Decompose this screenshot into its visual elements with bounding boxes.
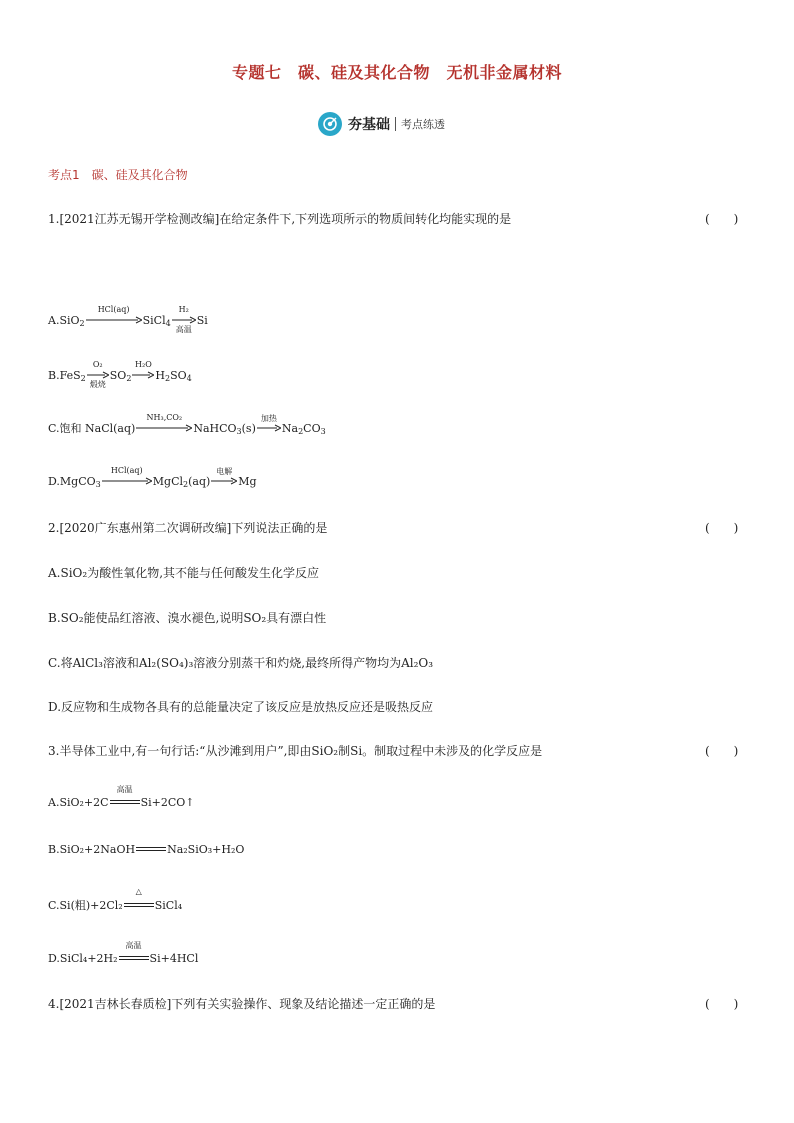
target-icon: [318, 112, 342, 136]
question-3-option-c: C.Si(粗)+2Cl₂ △ SiCl₄: [48, 887, 183, 912]
question-2-option-c: C.将AlCl₃溶液和Al₂(SO₄)₃溶液分别蒸干和灼烧,最终所得产物均为Al₂O₃: [48, 656, 434, 670]
reaction-arrow: H₂ 高温: [172, 316, 196, 324]
equation-sign: 高温: [110, 796, 140, 806]
question-3-answer-blank: ( ): [705, 744, 739, 758]
question-3-option-b: B.SiO₂+2NaOH Na₂SiO₃+H₂O: [48, 843, 245, 856]
question-1-option-b: B.FeS$_2$ O₂ 煅烧 $SO_2$ H₂O $H_2SO_4$: [48, 360, 192, 389]
section-heading: 考点1 碳、硅及其化合物: [48, 168, 188, 182]
reaction-arrow: O₂ 煅烧: [87, 371, 109, 379]
reaction-arrow: HCl(aq): [102, 477, 152, 485]
reaction-arrow: H₂O: [132, 371, 154, 379]
question-1-stem: 1.[2021江苏无锡开学检测改编]在给定条件下,下列选项所示的物质间转化均能实现的是: [48, 212, 512, 226]
question-3-option-a: A.SiO₂+2C 高温 Si+2CO↑: [48, 785, 195, 809]
question-2-option-d: D.反应物和生成物各具有的总能量决定了该反应是放热反应还是吸热反应: [48, 700, 434, 714]
badge-sub-label: 考点练透: [401, 118, 445, 131]
question-1-option-c: C.饱和 NaCl(aq) NH₃,CO₂ NaHCO$_3$(s) 加热 $Na_2CO_3$: [48, 413, 326, 436]
badge-main-label: 夯基础: [348, 117, 390, 133]
reaction-arrow: HCl(aq): [86, 316, 142, 324]
question-1-answer-blank: ( ): [705, 212, 739, 226]
section-badge: [318, 111, 445, 137]
question-3-option-d: D.SiCl₄+2H₂ 高温 Si+4HCl: [48, 941, 199, 965]
question-2-option-a: A.SiO₂为酸性氧化物,其不能与任何酸发生化学反应: [48, 566, 320, 580]
reaction-arrow: NH₃,CO₂: [136, 424, 192, 432]
question-1-option-a: A.SiO$_2$ HCl(aq) SiCl$_4$ H₂ 高温 Si: [48, 305, 208, 334]
question-2-stem: 2.[2020广东惠州第二次调研改编]下列说法正确的是: [48, 521, 328, 535]
question-2-answer-blank: ( ): [705, 521, 739, 535]
question-4-answer-blank: ( ): [705, 997, 739, 1011]
question-4-stem: 4.[2021吉林长春质检]下列有关实验操作、现象及结论描述一定正确的是: [48, 997, 436, 1011]
equation-sign: 高温: [119, 952, 149, 962]
question-1-option-d: D.MgCO$_3$ HCl(aq) MgCl$_2$(aq) 电解 Mg: [48, 466, 257, 489]
badge-divider: [395, 117, 396, 131]
equation-sign: △: [124, 899, 154, 909]
question-2-option-b: B.SO₂能使品红溶液、溴水褪色,说明SO₂具有漂白性: [48, 611, 327, 625]
equation-sign: [136, 843, 166, 853]
question-3-stem: 3.半导体工业中,有一句行话:“从沙滩到用户”,即由SiO₂制Si。制取过程中未涉及的化学反应是: [48, 744, 543, 758]
page-title: 专题七 碳、硅及其化合物 无机非金属材料: [231, 63, 562, 82]
reaction-arrow: 电解: [211, 477, 237, 485]
reaction-arrow: 加热: [257, 424, 281, 432]
